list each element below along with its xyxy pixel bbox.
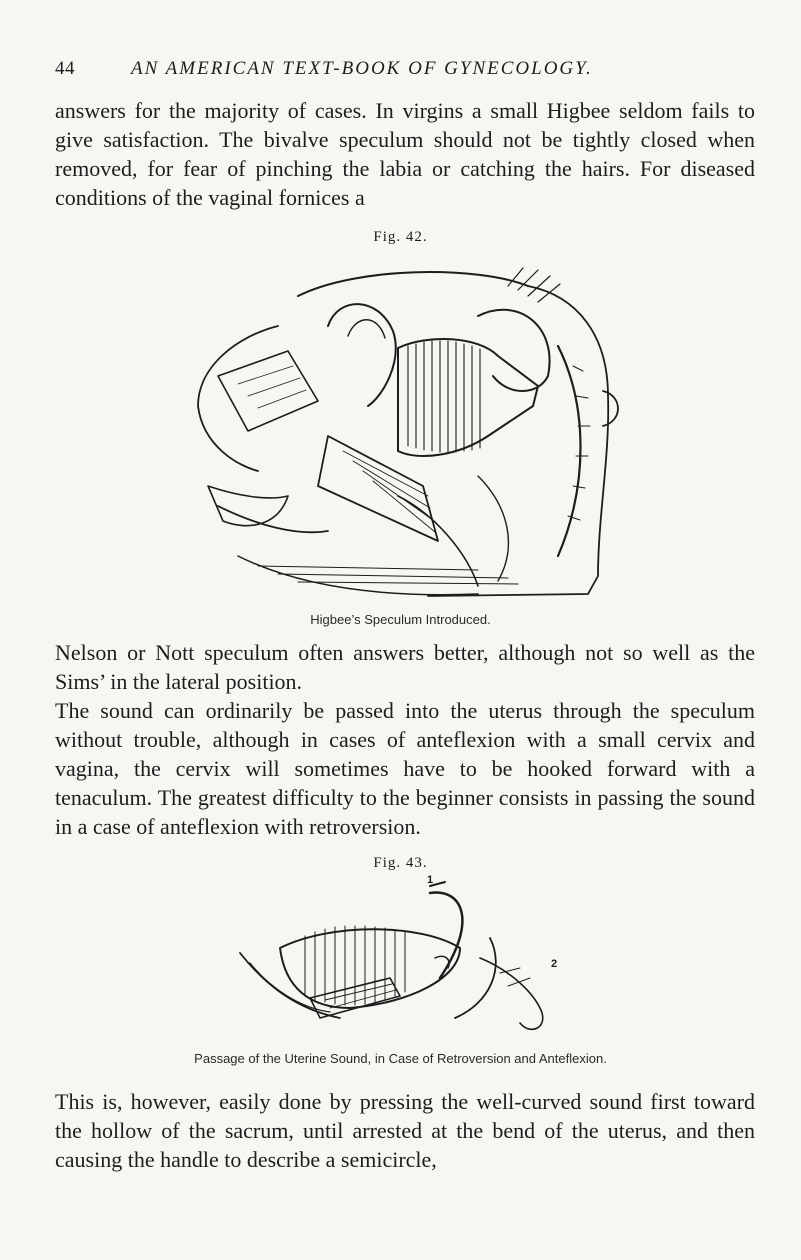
figure-42-label: Fig. 42. xyxy=(373,229,428,245)
paragraph-3-text: The sound can ordinarily be passed into the uterus through the speculum without trouble, although in cases of anteflexion with a small cervix and vagina, the cervix will sometimes have to be hooked forward with a tenaculum. The greatest difficulty to the beginner consists in passing the sound in a case of anteflexion with retroversion. xyxy=(55,698,755,839)
paragraph-1-text: answers for the majority of cases. In virgins a small Higbee seldom fails to give satisfaction. The bivalve speculum should not be tightly closed when removed, for fear of pinching the labia or catching the hairs. For diseased conditions of the vaginal fornices a xyxy=(55,98,755,210)
figure-43-marker-1: 1 xyxy=(427,874,434,886)
paragraph-3 xyxy=(55,696,755,841)
running-title: AN AMERICAN TEXT-BOOK OF GYNECOLOGY. xyxy=(131,58,593,79)
figure-43-illustration xyxy=(230,874,590,1038)
figure-43-caption: Passage of the Uterine Sound, in Case of Retroversion and Anteflexion. xyxy=(194,1051,607,1066)
paragraph-4 xyxy=(55,1087,755,1174)
figure-42-caption: Higbee’s Speculum Introduced. xyxy=(310,612,491,627)
page-number: 44 xyxy=(55,58,75,79)
figure-43-label: Fig. 43. xyxy=(373,855,428,871)
figure-42-illustration xyxy=(178,256,628,611)
paragraph-4-text: This is, however, easily done by pressing the well-curved sound first toward the hollow of the sacrum, until arrested at the bend of the uterus, and then causing the handle to describe a semicircle, xyxy=(55,1089,755,1172)
paragraph-1 xyxy=(55,96,755,212)
figure-43-marker-2: 2 xyxy=(551,958,558,970)
running-head xyxy=(55,58,755,88)
paragraph-2-text: Nelson or Nott speculum often answers better, although not so well as the Sims’ in the lateral position. xyxy=(55,640,755,694)
paragraph-2 xyxy=(55,638,755,696)
